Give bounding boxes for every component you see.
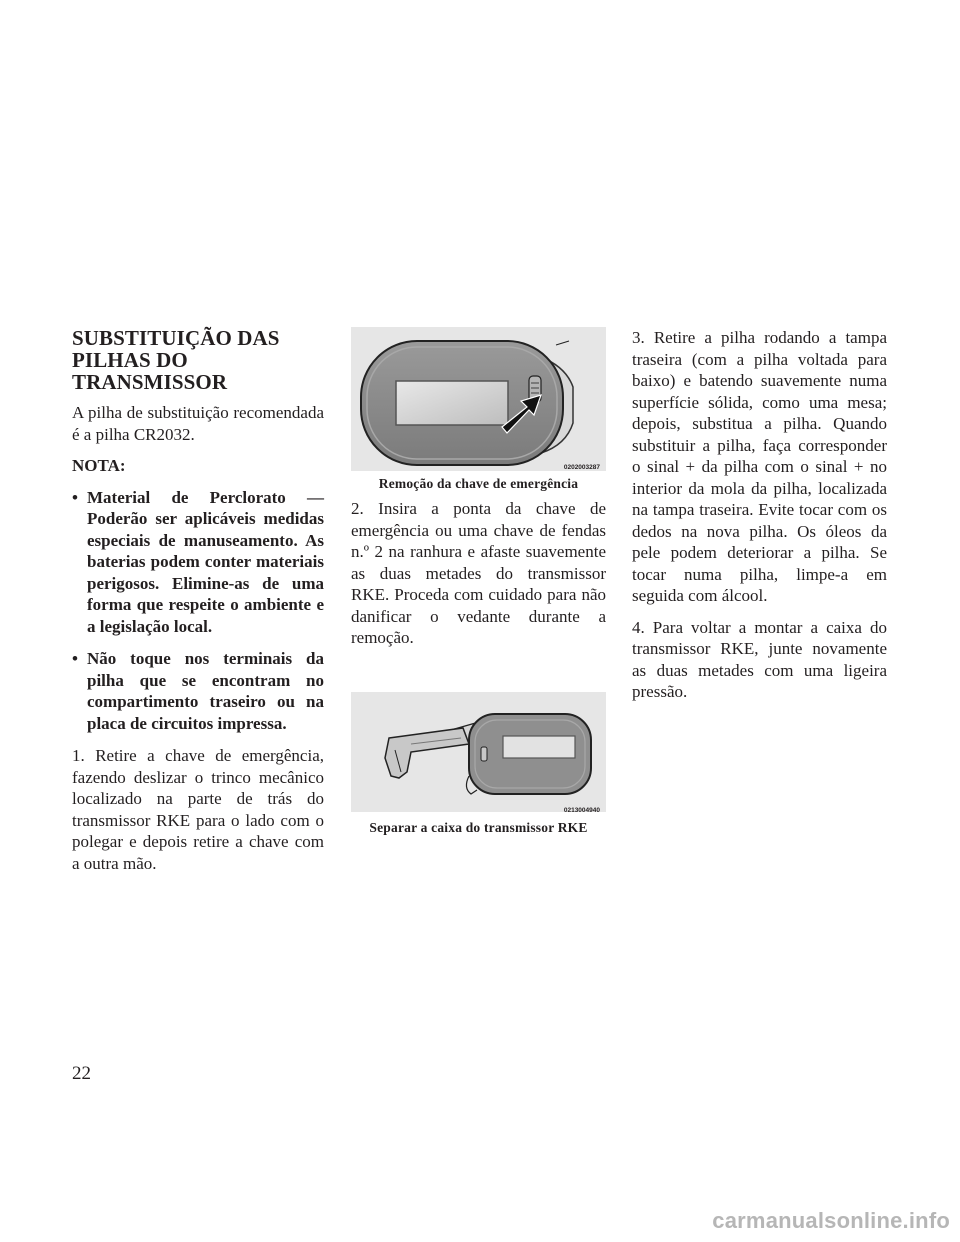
figure-caption: Separar a caixa do transmissor RKE [369, 819, 588, 835]
note-text: Material de Perclorato — Poderão ser aplicáveis medidas especiais de manuseamento. As baterias podem conter materiais perigosos. Elimine-as de uma forma que respeite o ambiente e a legislação local. [87, 487, 324, 636]
figure-caption: Remoção da chave de emergência [378, 476, 579, 491]
figure-separate-case [351, 692, 606, 854]
watermark: carmanualsonline.info [712, 1208, 950, 1233]
section-heading: SUBSTITUIÇÃO DAS PILHAS DO TRANSMISSOR [72, 326, 280, 394]
note-list [72, 487, 324, 735]
bullet-icon: • [72, 649, 78, 668]
step-2: 2. Insira a ponta da chave de emergência ou uma chave de fendas n.º 2 na ranhura e afaste suavemente as duas metades do transmissor RKE. Proceda com cuidado para não danificar o vedante durante a remoção. [351, 499, 606, 647]
figure-code: 0213004940 [563, 806, 600, 814]
figure-code: 0202003287 [563, 464, 600, 471]
column-right [632, 327, 887, 713]
step-1: 1. Retire a chave de emergência, fazendo deslizar o trinco mecânico localizado na parte de trás do transmissor RKE para o lado com o polegar e depois retire a chave com a outra mão. [72, 746, 324, 873]
note-item [72, 487, 324, 638]
intro-paragraph: A pilha de substituição recomendada é a pilha CR2032. [72, 403, 324, 444]
key-fob-front-illustration [351, 327, 606, 471]
bullet-icon: • [72, 487, 78, 507]
step-3: 3. Retire a pilha rodando a tampa traseira (com a pilha voltada para baixo) e batendo suavemente numa superfície sólida, como uma mesa; depois, substitua a pilha. Quando substituir a pilha, faça corresponder o sinal + da pilha com o sinal + no interior da mola da pilha, localizada na tampa traseira. Evite tocar com os dedos na nova pilha. Os óleos da pele podem deteriorar a pilha. Se tocar numa pilha, limpe-a em seguida com álcool. [632, 328, 887, 605]
figure-remove-emergency-key [351, 327, 606, 497]
column-left [72, 327, 324, 884]
column-middle [351, 327, 606, 854]
step-4: 4. Para voltar a montar a caixa do transmissor RKE, junte novamente as duas metades com uma ligeira pressão. [632, 617, 887, 701]
note-item [72, 648, 324, 734]
note-text: Não toque nos terminais da pilha que se encontram no compartimento traseiro ou na placa de circuitos impressa. [87, 649, 324, 733]
page-number: 22 [72, 1063, 91, 1084]
note-label: NOTA: [72, 456, 126, 475]
key-fob-separated-illustration [351, 692, 606, 812]
